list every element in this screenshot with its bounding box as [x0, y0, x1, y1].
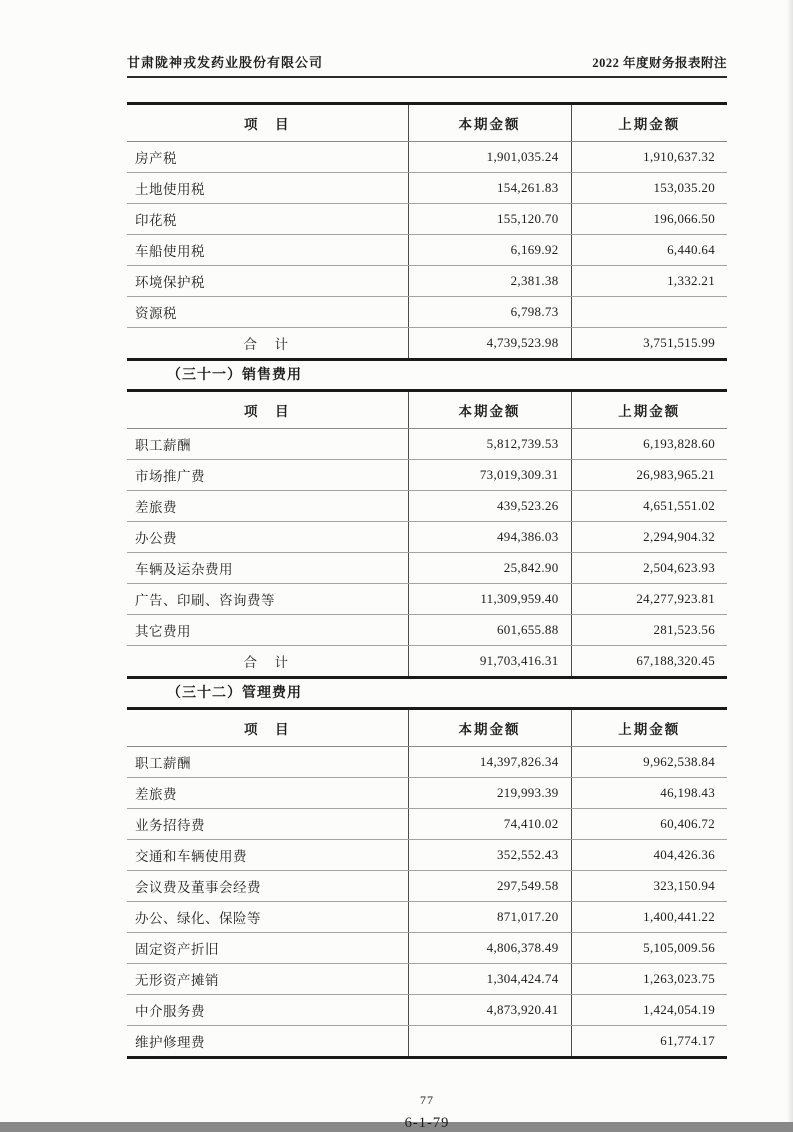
- row-label: 其它费用: [127, 615, 408, 646]
- row-label: 车辆及运杂费用: [127, 553, 408, 584]
- row-label: 市场推广费: [127, 460, 408, 491]
- table-row: [127, 429, 727, 460]
- amount-prior: 3,751,515.99: [571, 328, 727, 360]
- amount-prior: 24,277,923.81: [571, 584, 727, 615]
- amount-current: 91,703,416.31: [408, 646, 571, 678]
- amount-prior: 6,440.64: [571, 235, 727, 266]
- row-label: 差旅费: [127, 778, 408, 809]
- amount-prior: 4,651,551.02: [571, 491, 727, 522]
- amount-prior: 5,105,009.56: [571, 933, 727, 964]
- doc-code: 6-1-79: [404, 1115, 450, 1131]
- row-label: 中介服务费: [127, 995, 408, 1026]
- table-row: [127, 902, 727, 933]
- table-row: [127, 964, 727, 995]
- row-label: 资源税: [127, 297, 408, 328]
- row-label: 办公费: [127, 522, 408, 553]
- table-row: [127, 747, 727, 778]
- amount-current: 73,019,309.31: [408, 460, 571, 491]
- table-row: [127, 995, 727, 1026]
- amount-current: 297,549.58: [408, 871, 571, 902]
- table-row: [127, 235, 727, 266]
- amount-current: 219,993.39: [408, 778, 571, 809]
- amount-prior: 60,406.72: [571, 809, 727, 840]
- row-label: 合 计: [243, 655, 290, 670]
- table-row: [127, 615, 727, 646]
- row-label: 维护修理费: [135, 1035, 205, 1050]
- table-row: [127, 522, 727, 553]
- amount-current: 494,386.03: [408, 522, 571, 553]
- col-header-prior: 上期金额: [571, 104, 727, 142]
- row-label: 无形资产摊销: [127, 964, 408, 995]
- amount-current: 5,812,739.53: [408, 429, 571, 460]
- row-label: 印花税: [127, 204, 408, 235]
- col-header-item: 项 目: [127, 709, 408, 747]
- admin-expenses-table: [127, 707, 727, 1059]
- table-header-row: [127, 391, 727, 429]
- scan-edge-artifact: [787, 0, 793, 1122]
- amount-prior: 2,294,904.32: [571, 522, 727, 553]
- row-label: 房产税: [127, 142, 408, 173]
- table-header-row: [127, 104, 727, 142]
- amount-prior: 1,263,023.75: [571, 964, 727, 995]
- page-number: 77: [420, 1093, 434, 1107]
- row-label: 土地使用税: [127, 173, 408, 204]
- table-row: [127, 142, 727, 173]
- page-content: [127, 0, 727, 1132]
- amount-current: 6,798.73: [408, 297, 571, 328]
- amount-current: 2,381.38: [408, 266, 571, 297]
- amount-prior: 1,400,441.22: [571, 902, 727, 933]
- table-row: [127, 871, 727, 902]
- row-label: 职工薪酬: [127, 747, 408, 778]
- col-header-current: 本期金额: [408, 391, 571, 429]
- table-row: [127, 933, 727, 964]
- col-header-current: 本期金额: [408, 104, 571, 142]
- report-title: 2022 年度财务报表附注: [592, 56, 727, 70]
- col-header-item: 项 目: [127, 104, 408, 142]
- row-label: 办公、绿化、保险等: [127, 902, 408, 933]
- total-row: [127, 328, 727, 360]
- section-heading-32: （三十二）管理费用: [167, 686, 302, 701]
- table-row: [127, 266, 727, 297]
- table-row: [127, 840, 727, 871]
- amount-prior: 1,910,637.32: [571, 142, 727, 173]
- amount-current: 4,739,523.98: [408, 328, 571, 360]
- table-row: [127, 809, 727, 840]
- company-name: 甘肃陇神戎发药业股份有限公司: [127, 55, 324, 70]
- amount-prior: 196,066.50: [571, 204, 727, 235]
- table-row: [127, 204, 727, 235]
- page-header: [127, 0, 727, 78]
- amount-current: [408, 1026, 571, 1058]
- amount-prior: 6,193,828.60: [571, 429, 727, 460]
- amount-prior: 1,332.21: [571, 266, 727, 297]
- row-label: 交通和车辆使用费: [127, 840, 408, 871]
- amount-current: 6,169.92: [408, 235, 571, 266]
- amount-prior: 153,035.20: [571, 173, 727, 204]
- selling-expenses-table: [127, 389, 727, 679]
- amount-prior: 404,426.36: [571, 840, 727, 871]
- row-label: 广告、印刷、咨询费等: [127, 584, 408, 615]
- amount-prior: [571, 297, 727, 328]
- col-header-current: 本期金额: [408, 709, 571, 747]
- table-row: [127, 297, 727, 328]
- row-label: 差旅费: [127, 491, 408, 522]
- row-label: 合 计: [243, 337, 290, 352]
- amount-current: 352,552.43: [408, 840, 571, 871]
- amount-current: 1,304,424.74: [408, 964, 571, 995]
- section-heading-31: （三十一）销售费用: [167, 368, 302, 383]
- amount-prior: 26,983,965.21: [571, 460, 727, 491]
- table-row: [127, 553, 727, 584]
- col-header-prior: 上期金额: [571, 709, 727, 747]
- amount-prior: 1,424,054.19: [571, 995, 727, 1026]
- table-row: [127, 1026, 727, 1058]
- total-row: [127, 646, 727, 678]
- amount-current: 4,873,920.41: [408, 995, 571, 1026]
- table-row: [127, 584, 727, 615]
- table-row: [127, 173, 727, 204]
- amount-current: 439,523.26: [408, 491, 571, 522]
- row-label: 业务招待费: [127, 809, 408, 840]
- col-header-prior: 上期金额: [571, 391, 727, 429]
- amount-current: 601,655.88: [408, 615, 571, 646]
- amount-current: 155,120.70: [408, 204, 571, 235]
- amount-prior: 323,150.94: [571, 871, 727, 902]
- row-label: 固定资产折旧: [127, 933, 408, 964]
- amount-current: 871,017.20: [408, 902, 571, 933]
- amount-current: 1,901,035.24: [408, 142, 571, 173]
- table-header-row: [127, 709, 727, 747]
- tax-detail-table: [127, 102, 727, 361]
- row-label: 会议费及董事会经费: [127, 871, 408, 902]
- amount-current: 11,309,959.40: [408, 584, 571, 615]
- amount-current: 14,397,826.34: [408, 747, 571, 778]
- row-label: 环境保护税: [127, 266, 408, 297]
- amount-prior: 46,198.43: [571, 778, 727, 809]
- amount-current: 25,842.90: [408, 553, 571, 584]
- amount-prior: 281,523.56: [571, 615, 727, 646]
- amount-current: 4,806,378.49: [408, 933, 571, 964]
- col-header-item: 项 目: [127, 391, 408, 429]
- page-footer: [127, 1093, 727, 1132]
- table-row: [127, 491, 727, 522]
- row-label: 职工薪酬: [127, 429, 408, 460]
- table-row: [127, 778, 727, 809]
- amount-prior: 2,504,623.93: [571, 553, 727, 584]
- table-row: [127, 460, 727, 491]
- amount-prior: 67,188,320.45: [571, 646, 727, 678]
- row-label: 车船使用税: [127, 235, 408, 266]
- amount-current: 154,261.83: [408, 173, 571, 204]
- amount-prior: 61,774.17: [571, 1026, 727, 1058]
- amount-prior: 9,962,538.84: [571, 747, 727, 778]
- amount-current: 74,410.02: [408, 809, 571, 840]
